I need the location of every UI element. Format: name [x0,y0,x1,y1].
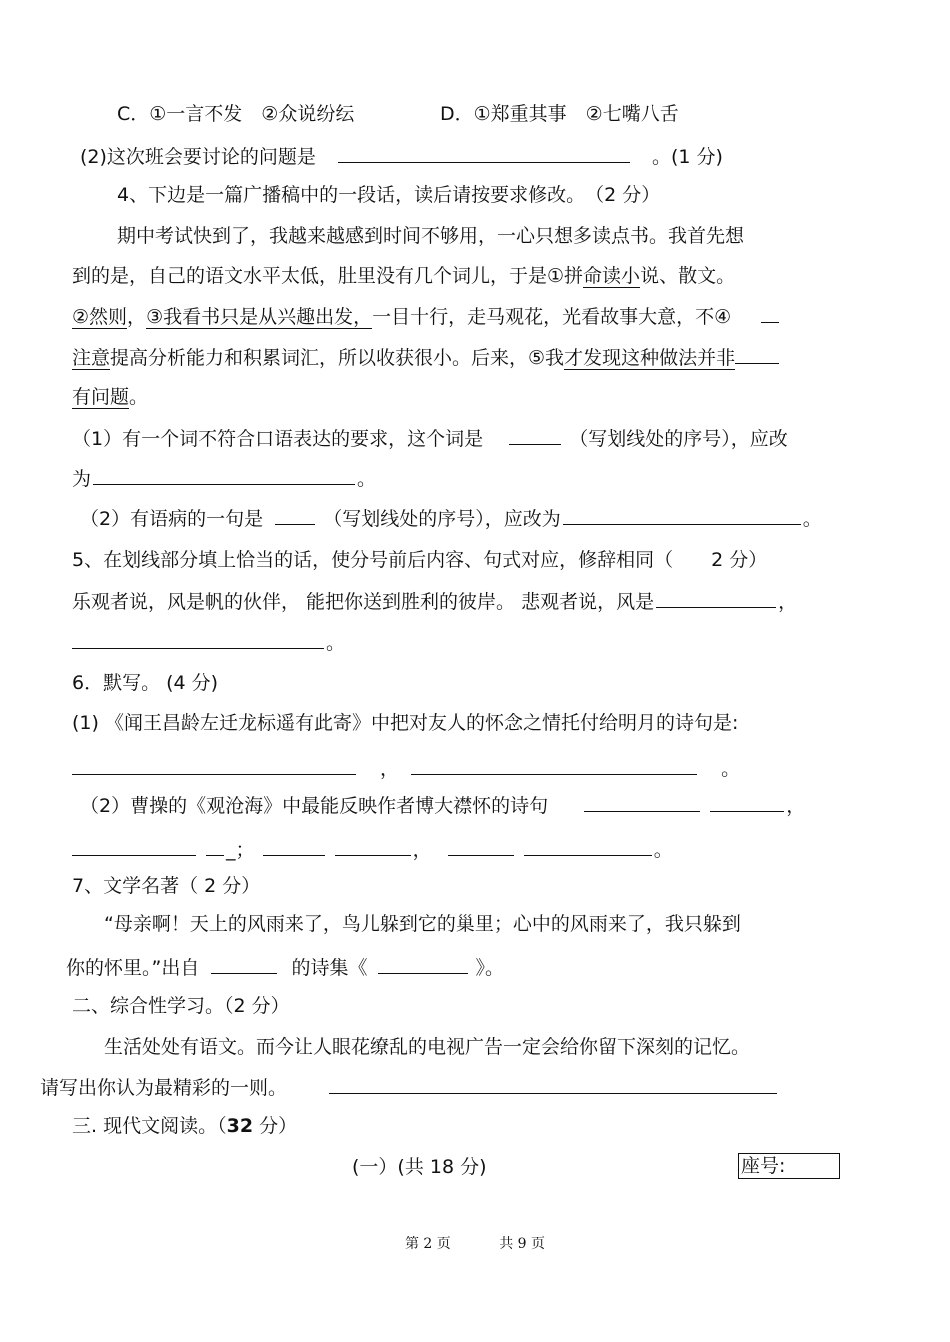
q5-line1: 乐观者说，风是帆的伙伴， 能把你送到胜利的彼岸。 悲观者说，风是 ， [72,591,798,613]
q4-sub1-cont: 为 。 [72,468,377,490]
q4-sub2: （2）有语病的一句是 （写划线处的序号），应改为 。 [80,508,822,530]
section2-line2: 请写出你认为最精彩的一则。 [40,1075,779,1100]
q4-passage-line5: 有问题。 [72,386,149,408]
q7-title: 7、文学名著（ 2 分） [72,875,261,897]
answer-blank[interactable] [329,1075,777,1094]
q6-sub1-blanks: ， 。 [72,756,740,781]
q4-title: 4、下边是一篇广播稿中的一段话，读后请按要求修改。 （2 分） [117,184,661,206]
q7-quote-line2: 你的怀里。”出自 的诗集《 》。 [66,957,505,979]
section2-title: 二、综合性学习。（2 分） [72,995,290,1017]
option-c: C．①一言不发 ②众说纷纭 [117,103,355,125]
q4-passage-line1: 期中考试快到了，我越来越感到时间不够用，一心只想多读点书。我首先想 [117,225,745,247]
q6-sub1: (1) 《闻王昌龄左迁龙标遥有此寄》中把对友人的怀念之情托付给明月的诗句是: [72,712,739,734]
q6-sub2: （2）曹操的《观沧海》中最能反映作者博大襟怀的诗句 ， [80,795,806,817]
q4-passage-line2: 到的是，自己的语文水平太低，肚里没有几个词儿，于是①拼命读小说、散文。 [72,265,736,287]
page-number: 第 2 页 [404,1236,451,1252]
answer-blank[interactable] [563,506,801,525]
answer-blank[interactable] [335,837,411,856]
book-blank[interactable] [378,955,468,974]
answer-blank[interactable] [338,144,630,163]
answer-blank[interactable] [448,837,514,856]
q4-sub1: （1）有一个词不符合口语表达的要求，这个词是 （写划线处的序号），应改 [72,428,788,450]
section2-line1: 生活处处有语文。而今让人眼花缭乱的电视广告一定会给你留下深刻的记忆。 [104,1036,751,1058]
q6-sub2-blanks: _； ， 。 [72,837,673,862]
seat-label: 座号: [741,1155,786,1177]
q6-title: 6．默写。 (4 分) [72,672,219,694]
option-d: D．①郑重其事 ②七嘴八舌 [440,103,679,125]
answer-blank[interactable] [72,756,356,775]
answer-blank[interactable] [710,793,784,812]
answer-blank[interactable] [411,756,697,775]
answer-blank[interactable] [584,793,700,812]
q4-passage-line4: 注意提高分析能力和积累词汇，所以收获很小。后来，⑤我才发现这种做法并非 [72,345,781,370]
answer-blank[interactable] [263,837,325,856]
answer-blank[interactable] [524,837,652,856]
answer-blank[interactable] [72,630,324,649]
answer-blank[interactable] [656,589,776,608]
answer-blank[interactable] [72,837,196,856]
q5-line2: 。 [72,630,345,655]
answer-blank[interactable] [509,426,561,445]
q5-title: 5、在划线部分填上恰当的话，使分号前后内容、句式对应，修辞相同（ 2 分） [72,549,768,571]
q3-sub2: (2)这次班会要讨论的问题是 。(1 分) [80,146,723,168]
author-blank[interactable] [211,955,277,974]
section3-title: 三. 现代文阅读。（32 分） [72,1115,298,1137]
seat-number-box[interactable] [738,1153,840,1179]
answer-blank[interactable] [275,506,315,525]
section3-subtitle: (一）(共 18 分) [352,1156,487,1178]
page-footer [0,1233,950,1253]
q4-passage-line3: ②然则，③我看书只是从兴趣出发，一目十行，走马观花，光看故事大意，不④ [72,304,781,329]
q7-quote-line1: “母亲啊！天上的风雨来了，鸟儿躲到它的巢里；心中的风雨来了，我只躲到 [104,913,741,935]
answer-blank[interactable] [93,466,355,485]
page-total: 共 9 页 [499,1236,546,1252]
